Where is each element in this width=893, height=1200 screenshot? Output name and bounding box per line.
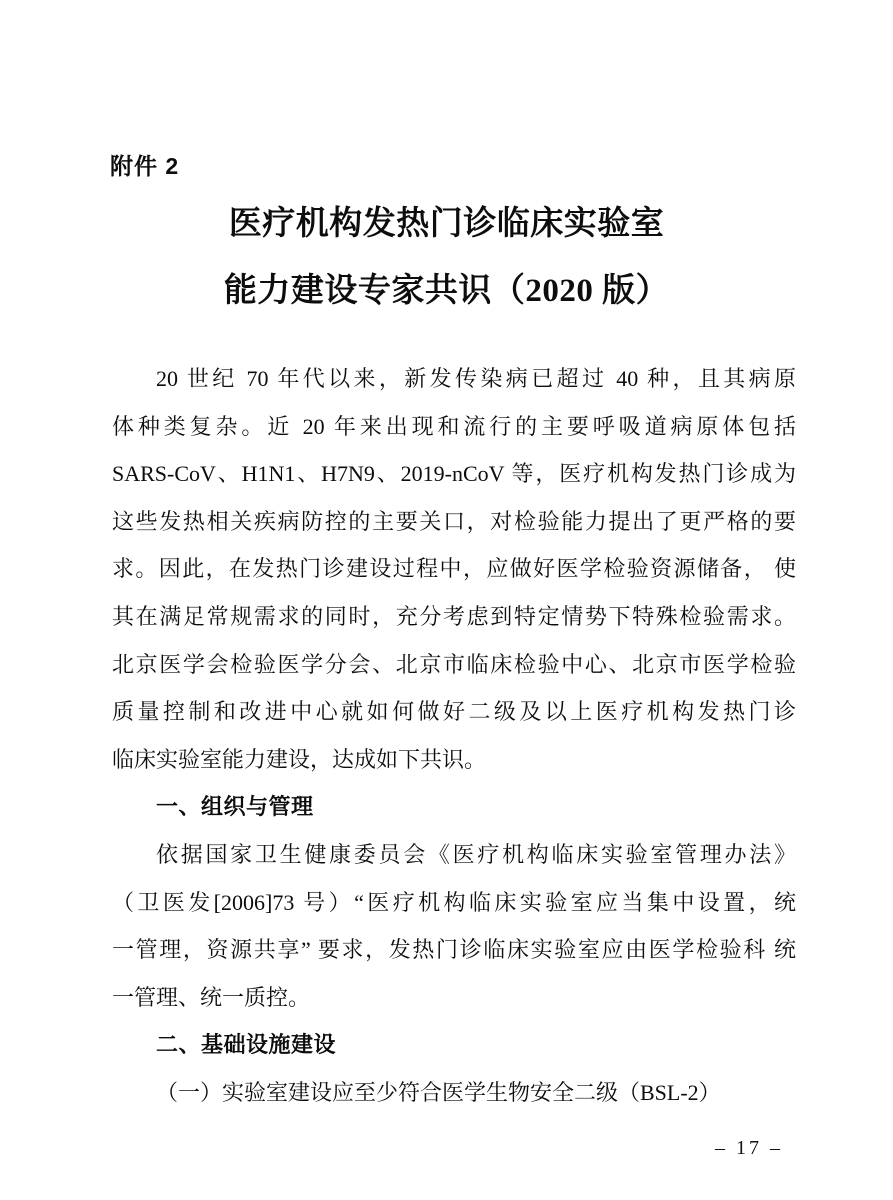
body-line: 一管理、统一质控。: [112, 984, 311, 1010]
body-line: 求。因此，在发热门诊建设过程中，应做好医学检验资源储备， 使: [112, 556, 796, 582]
section-heading-2: 二、基础设施建设: [156, 1032, 337, 1058]
section-heading-1: 一、组织与管理: [156, 794, 314, 820]
body-line: 质量控制和改进中心就如何做好二级及以上医疗机构发热门诊: [112, 699, 796, 725]
body-line: 体种类复杂。近 20 年来出现和流行的主要呼吸道病原体包括: [112, 413, 796, 439]
body-line: SARS-CoV、H1N1、H7N9、2019-nCoV 等，医疗机构发热门诊成为: [112, 461, 796, 487]
body-line: （一）实验室建设应至少符合医学生物安全二级（BSL-2）: [156, 1079, 721, 1105]
doc-title-line-1: 医疗机构发热门诊临床实验室: [228, 206, 665, 242]
page-number: – 17 –: [715, 1137, 783, 1159]
document-body: [112, 355, 796, 1117]
body-line: 一管理，资源共享” 要求，发热门诊临床实验室应由医学检验科 统: [112, 937, 796, 963]
body-line: 20 世纪 70 年代以来，新发传染病已超过 40 种，且其病原: [156, 366, 796, 391]
doc-title-line-2: 能力建设专家共识（2020 版）: [223, 273, 670, 309]
body-line: 临床实验室能力建设，达成如下共识。: [112, 746, 487, 772]
attachment-label: 附件 2: [110, 153, 180, 179]
body-line: 这些发热相关疾病防控的主要关口，对检验能力提出了更严格的要: [112, 508, 796, 534]
body-line: 依据国家卫生健康委员会《医疗机构临床实验室管理办法》: [156, 841, 796, 867]
body-line: （卫医发[2006]73 号）“医疗机构临床实验室应当集中设置，统: [112, 889, 796, 915]
body-line: 北京医学会检验医学分会、北京市临床检验中心、北京市医学检验: [112, 651, 796, 677]
body-line: 其在满足常规需求的同时，充分考虑到特定情势下特殊检验需求。: [112, 603, 796, 629]
